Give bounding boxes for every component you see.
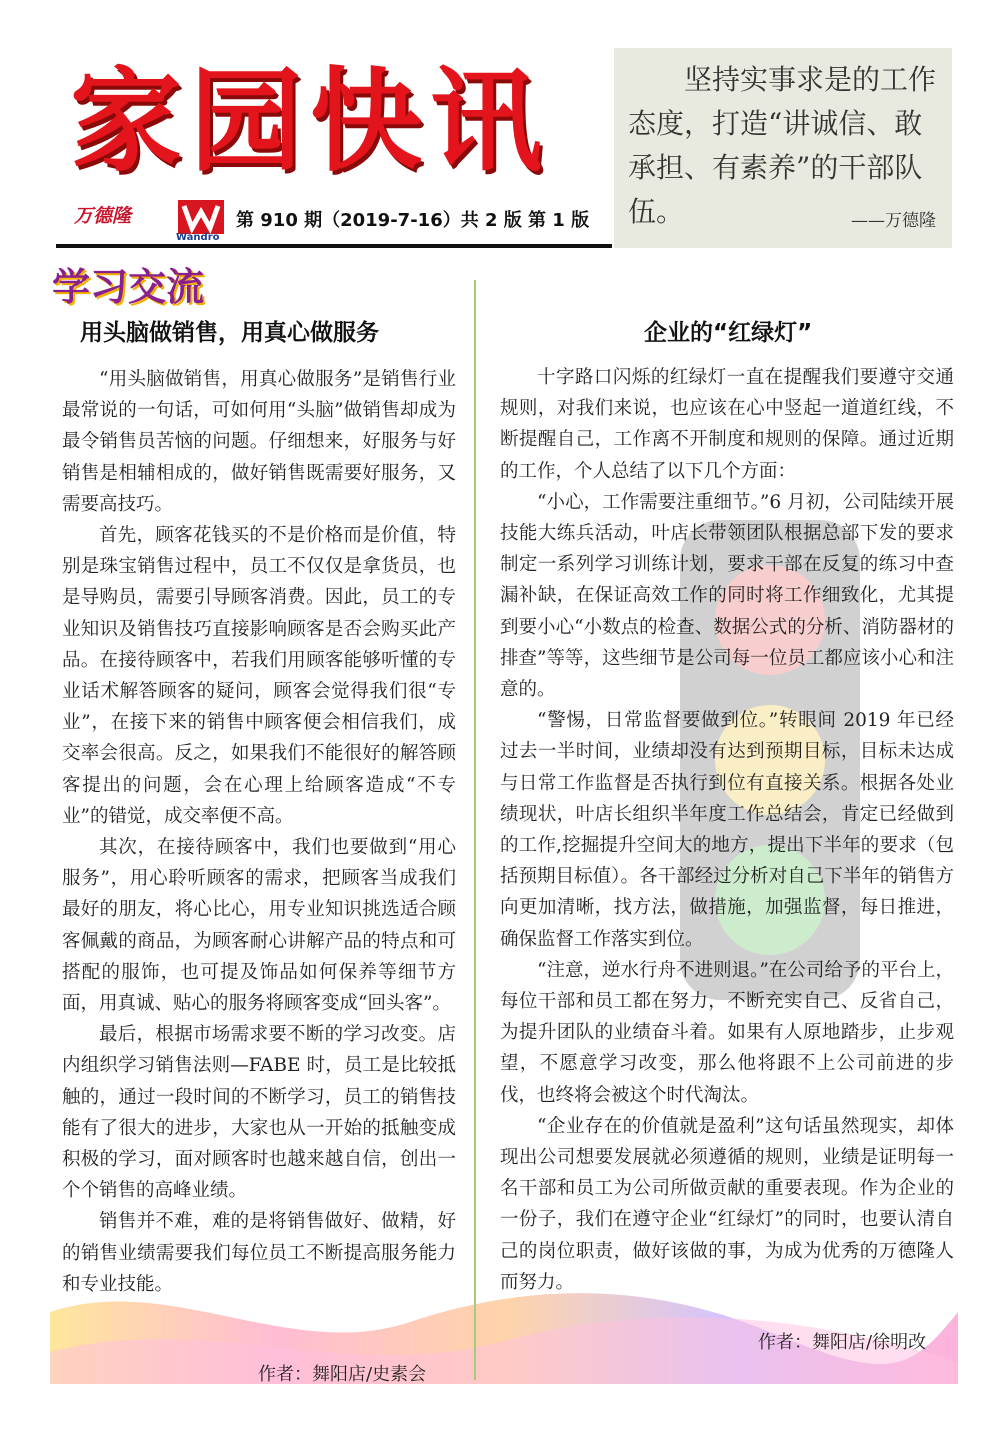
section-title: 学习交流 (52, 265, 205, 309)
right-article-title: 企业的“红绿灯” (644, 320, 813, 346)
masthead-rule (56, 244, 612, 248)
right-paragraph: “企业存在的价值就是盈利”这句话虽然现实，却体现出公司想要发展就必须遵循的规则，业绩是证明每一名干部和员工为公司所做贡献的重要表现。作为企业的一份子，我们在遵守企业“红绿灯”的同时，也要认清自己的岗位职责，做好该做的事，为成为优秀的万德隆人而努力。 (500, 1115, 954, 1293)
right-paragraph: “注意，逆水行舟不进则退。”在公司给予的平台上，每位干部和员工都在努力，不断充实自己、反省自己，为提升团队的业绩奋斗着。如果有人原地踏步，止步观望，不愿意学习改变，那么他将跟不上公司前进的步伐，也终将会被这个时代淘汰。 (500, 959, 954, 1106)
left-paragraph: 首先，顾客花钱买的不是价格而是价值，特别是珠宝销售过程中，员工不仅仅是拿货员，也是导购员，需要引导顾客消费。因此，员工的专业知识及销售技巧直接影响顾客是否会购买此产品。在接待顾客中，若我们用顾客能够听懂的专业话术解答顾客的疑问，顾客会觉得我们很“专业”，在接下来的销售中顾客便会相信我们，成交率会很高。反之，如果我们不能很好的解答顾客提出的问题，会在心理上给顾客造成“不专业”的错觉，成交率便不高。 (62, 525, 456, 827)
right-article-body (500, 362, 954, 1298)
left-paragraph: “用头脑做销售，用真心做服务”是销售行业最常说的一句话，可如何用“头脑”做销售却成为最令销售员苦恼的问题。仔细想来，好服务与好销售是相辅相成的，做好销售既需要好服务，又需要高技巧。 (62, 369, 456, 515)
issue-info: 第 910 期（2019-7-16）共 2 版 第 1 版 (236, 210, 590, 231)
left-paragraph: 其次，在接待顾客中，我们也要做到“用心服务”，用心聆听顾客的需求，把顾客当成我们最好的朋友，将心比心，用专业知识挑选适合顾客佩戴的商品，为顾客耐心讲解产品的特点和可搭配的服饰，也可提及饰品如何保养等细节方面，用真诚、贴心的服务将顾客变成“回头客”。 (62, 837, 456, 1015)
left-paragraph: 销售并不难，难的是将销售做好、做精，好的销售业绩需要我们每位员工不断提高服务能力和专业技能。 (62, 1211, 456, 1295)
motto-quote-text: 坚持实事求是的工作态度，打造“讲诚信、敢承担、有素养”的干部队伍。 (628, 63, 937, 228)
logo-brand-text: Wandro (176, 232, 220, 243)
column-divider (474, 280, 476, 1380)
motto-quote-author: ——万德隆 (851, 211, 936, 231)
right-paragraph: 十字路口闪烁的红绿灯一直在提醒我们要遵守交通规则，对我们来说，也应该在心中竖起一道道红线，不断提醒自己，工作离不开制度和规则的保障。通过近期的工作，个人总结了以下几个方面： (500, 367, 954, 482)
right-paragraph: “警惕，日常监督要做到位。”转眼间 2019 年已经过去一半时间，业绩却没有达到预期目标，目标未达成与日常工作监督是否执行到位有直接关系。根据各处业绩现状，叶店长组织半年度工作总结会，肯定已经做到的工作,挖掘提升空间大的地方，提出下半年的要求（包括预期目标值）。各干部经过分析对自己下半年的销售方向更加清晰，找方法，做措施，加强监督，每日推进，确保监督工作落实到位。 (500, 710, 954, 950)
left-article-author: 作者：舞阳店/史素会 (258, 1364, 427, 1385)
left-article-body (62, 364, 456, 1300)
company-logo-script: 万德隆 (74, 205, 132, 227)
motto-quote-box (614, 48, 952, 248)
left-paragraph: 最后，根据市场需求要不断的学习改变。店内组织学习销售法则—FABE 时，员工是比较抵触的，通过一段时间的不断学习，员工的销售技能有了很大的进步，大家也从一开始的抵触变成积极的学习，面对顾客时也越来越自信，创出一个个销售的高峰业绩。 (62, 1024, 456, 1202)
right-paragraph: “小心，工作需要注重细节。”6 月初，公司陆续开展技能大练兵活动，叶店长带领团队根据总部下发的要求制定一系列学习训练计划，要求干部在反复的练习中查漏补缺，在保证高效工作的同时将工作细致化，尤其提到要小心“小数点的检查、数据公式的分析、消防器材的排查”等等，这些细节是公司每一位员工都应该小心和注意的。 (500, 491, 954, 701)
left-article-title: 用头脑做销售，用真心做服务 (80, 320, 379, 346)
right-article-author: 作者：舞阳店/徐明改 (758, 1332, 927, 1353)
masthead-title: 家园快讯 (70, 56, 550, 187)
